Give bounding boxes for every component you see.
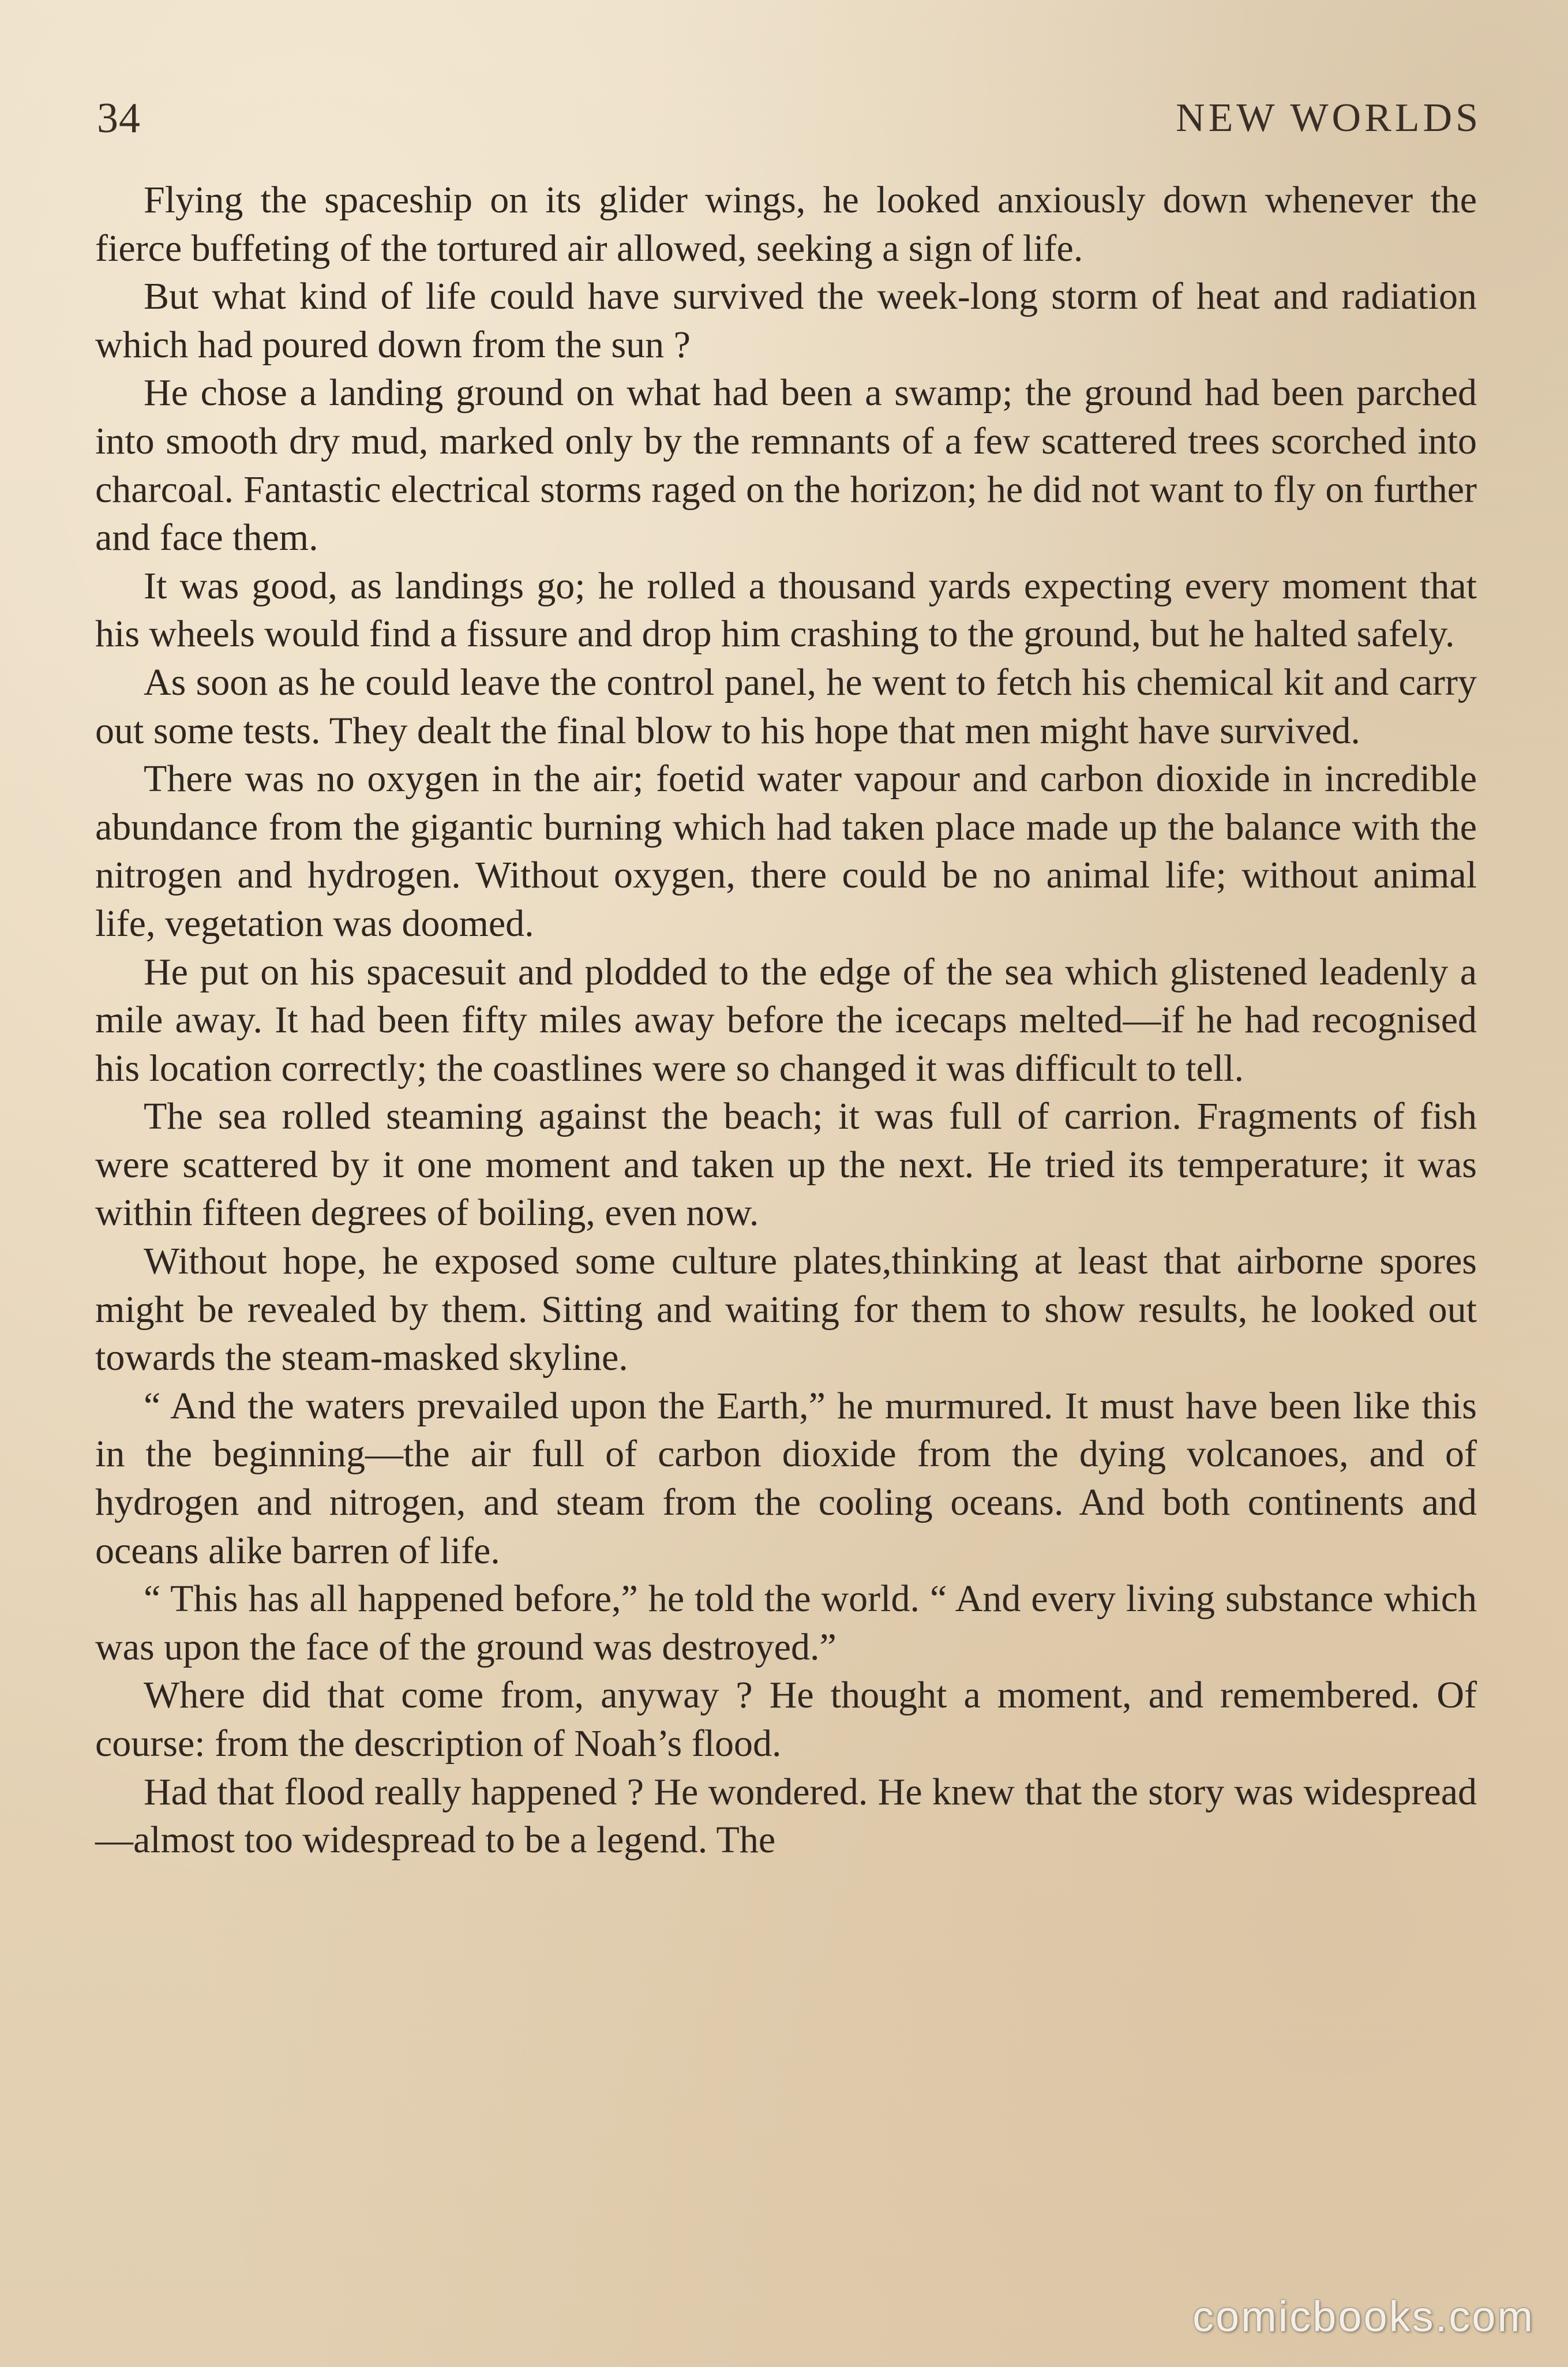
paragraph: Had that flood really happened ? He wondered. He knew that the story was widespread—almost too widespread to be a legend. The [95,1770,1477,1862]
paragraph: It was good, as landings go; he rolled a thousand yards expecting every moment that his wheels would find a fissure and drop him crashing to the ground, but he halted safely. [95,564,1477,656]
running-head: NEW WORLDS [1176,96,1481,140]
page-header [97,87,1481,150]
paragraph: As soon as he could leave the control panel, he went to fetch his chemical kit and carry out some tests. They dealt the final blow to his hope that men might have survived. [95,661,1477,752]
paragraph: Where did that come from, anyway ? He thought a moment, and remembered. Of course: from the description of Noah’s flood. [95,1674,1477,1765]
paragraph: “ This has all happened before,” he told the world. “ And every living substance which was upon the face of the ground was destroyed.” [95,1578,1477,1668]
paragraph: But what kind of life could have survived the week-long storm of heat and radiation which had poured down from the sun ? [95,275,1477,366]
paragraph: Without hope, he exposed some culture plates,thinking at least that airborne spores might be revealed by them. Sitting and waiting for them to show results, he looked out towards the steam-masked skyline. [95,1240,1477,1379]
paragraph: Flying the spaceship on its glider wings, he looked anxiously down whenever the fierce buffeting of the tortured air allowed, seeking a sign of life. [95,179,1477,269]
page-number: 34 [97,95,141,142]
paragraph: There was no oxygen in the air; foetid water vapour and carbon dioxide in incredible abundance from the gigantic burning which had taken place made up the balance with the nitrogen and hydrogen. Without oxygen, there could be no animal life; without animal life, vegetation was doomed. [95,758,1477,945]
body-text [95,176,1477,1864]
paragraph: He put on his spacesuit and plodded to the edge of the sea which glistened leadenly a mile away. It had been fifty miles away before the icecaps melted—if he had recognised his location correctly; the coastlines were so changed it was difficult to tell. [95,950,1477,1089]
paragraph: He chose a landing ground on what had been a swamp; the ground had been parched into smooth dry mud, marked only by the remnants of a few scattered trees scorched into charcoal. Fantastic electrical storms raged on the horizon; he did not want to fly on further and face them. [95,372,1477,559]
paragraph: “ And the waters prevailed upon the Earth,” he murmured. It must have been like this in the beginning—the air full of carbon dioxide from the dying volcanoes, and of hydrogen and nitrogen, and steam from the cooling oceans. And both continents and oceans alike barren of life. [95,1384,1477,1572]
paragraph: The sea rolled steaming against the beach; it was full of carrion. Fragments of fish were scattered by it one moment and taken up the next. He tried its temperature; it was within fifteen degrees of boiling, even now. [95,1095,1477,1234]
watermark: comicbooks.com [1192,2293,1535,2340]
